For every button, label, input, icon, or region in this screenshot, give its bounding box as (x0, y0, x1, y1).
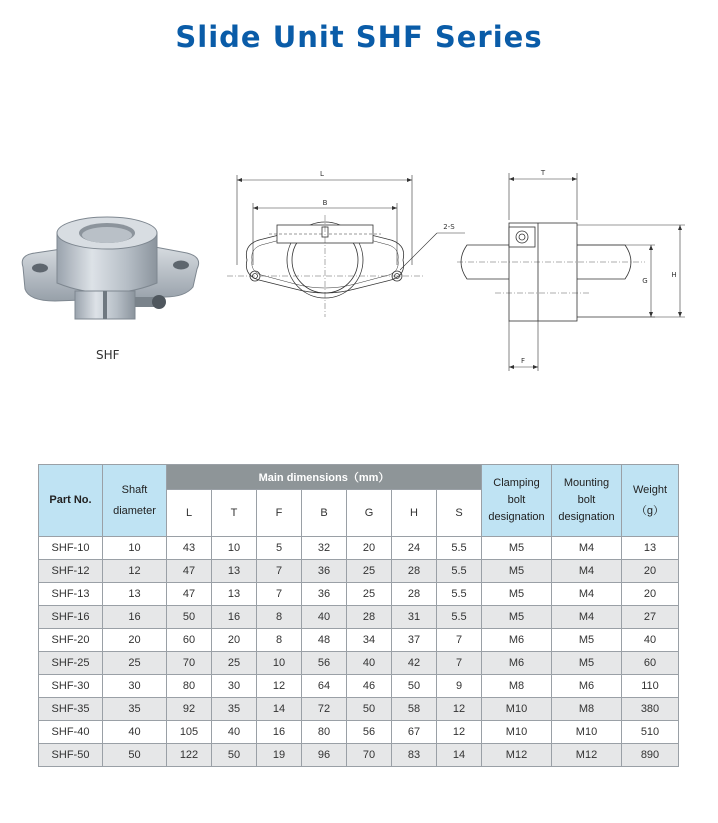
table-cell: M5 (552, 629, 622, 652)
table-cell: 40 (103, 721, 167, 744)
table-cell: 14 (437, 744, 482, 767)
table-cell: 20 (622, 560, 679, 583)
table-cell: M4 (552, 583, 622, 606)
table-cell: SHF-35 (39, 698, 103, 721)
table-cell: 43 (167, 537, 212, 560)
table-cell: SHF-16 (39, 606, 103, 629)
header-mounting-line3: designation (558, 511, 615, 523)
dim-B-label: B (322, 199, 328, 207)
header-weight (622, 465, 679, 537)
table-cell: 35 (212, 698, 257, 721)
table-cell: 60 (167, 629, 212, 652)
table-cell: 12 (437, 698, 482, 721)
table-cell: 27 (622, 606, 679, 629)
table-cell: 72 (302, 698, 347, 721)
table-cell: 60 (622, 652, 679, 675)
header-clamping-line3: designation (488, 511, 545, 523)
table-cell: 7 (257, 583, 302, 606)
table-row (39, 744, 679, 767)
table-cell: 105 (167, 721, 212, 744)
table-cell: 10 (212, 537, 257, 560)
table-cell: 380 (622, 698, 679, 721)
table-cell: 80 (167, 675, 212, 698)
table-cell: 14 (257, 698, 302, 721)
table-cell: 37 (392, 629, 437, 652)
table-cell: 8 (257, 629, 302, 652)
table-cell: 40 (302, 606, 347, 629)
header-dim-H: H (392, 490, 437, 537)
table-cell: M6 (482, 652, 552, 675)
table-row (39, 606, 679, 629)
table-cell: 7 (257, 560, 302, 583)
table-cell: 40 (212, 721, 257, 744)
table-cell: 47 (167, 583, 212, 606)
table-cell: 25 (347, 560, 392, 583)
table-cell: SHF-50 (39, 744, 103, 767)
table-cell: 890 (622, 744, 679, 767)
table-cell: 35 (103, 698, 167, 721)
table-cell: M4 (552, 606, 622, 629)
table-cell: SHF-30 (39, 675, 103, 698)
table-cell: 20 (622, 583, 679, 606)
table-cell: 5.5 (437, 606, 482, 629)
dim-L-label: L (320, 170, 324, 178)
table-cell: 46 (347, 675, 392, 698)
table-cell: 31 (392, 606, 437, 629)
table-cell: 50 (167, 606, 212, 629)
table-cell: 25 (212, 652, 257, 675)
table-cell: M6 (552, 675, 622, 698)
table-cell: 36 (302, 560, 347, 583)
dim-H-label: H (671, 271, 677, 279)
header-dim-F: F (257, 490, 302, 537)
table-cell: 96 (302, 744, 347, 767)
table-cell: 32 (302, 537, 347, 560)
table-row (39, 675, 679, 698)
header-dim-G: G (347, 490, 392, 537)
table-cell: 50 (347, 698, 392, 721)
table-cell: M4 (552, 560, 622, 583)
table-cell: 20 (212, 629, 257, 652)
table-cell: 70 (167, 652, 212, 675)
table-row (39, 583, 679, 606)
header-main-dimensions: Main dimensions（mm） (167, 465, 482, 490)
table-cell: 25 (103, 652, 167, 675)
table-cell: M10 (482, 721, 552, 744)
table-cell: M10 (482, 698, 552, 721)
header-dim-B: B (302, 490, 347, 537)
product-photo (15, 205, 205, 325)
header-dim-L: L (167, 490, 212, 537)
table-cell: 47 (167, 560, 212, 583)
header-clamping-line2: bolt (507, 494, 526, 506)
table-cell: 36 (302, 583, 347, 606)
table-row (39, 629, 679, 652)
dim-T-label: T (540, 169, 546, 177)
table-cell: M5 (552, 652, 622, 675)
table-cell: 5.5 (437, 537, 482, 560)
table-cell: 92 (167, 698, 212, 721)
table-cell: 12 (257, 675, 302, 698)
table-cell: M8 (482, 675, 552, 698)
table-cell: M10 (552, 721, 622, 744)
table-cell: 56 (347, 721, 392, 744)
header-part-no: Part No. (39, 465, 103, 537)
table-cell: 12 (437, 721, 482, 744)
table-cell: 110 (622, 675, 679, 698)
table-cell: 30 (212, 675, 257, 698)
table-cell: 50 (212, 744, 257, 767)
header-clamping-bolt (482, 465, 552, 537)
table-cell: 56 (302, 652, 347, 675)
table-cell: 5.5 (437, 560, 482, 583)
table-cell: 30 (103, 675, 167, 698)
table-row (39, 721, 679, 744)
header-shaft-line1: Shaft (121, 483, 148, 496)
table-cell: 9 (437, 675, 482, 698)
table-cell: 50 (103, 744, 167, 767)
table-cell: 40 (622, 629, 679, 652)
table-cell: 16 (103, 606, 167, 629)
table-cell: M5 (482, 537, 552, 560)
table-cell: 5.5 (437, 583, 482, 606)
table-cell: M8 (552, 698, 622, 721)
header-weight-line2: （g） (635, 504, 665, 517)
table-cell: 20 (103, 629, 167, 652)
table-cell: M4 (552, 537, 622, 560)
table-cell: M6 (482, 629, 552, 652)
table-cell: 16 (257, 721, 302, 744)
table-cell: 28 (347, 606, 392, 629)
table-cell: SHF-13 (39, 583, 103, 606)
table-cell: 19 (257, 744, 302, 767)
table-cell: 25 (347, 583, 392, 606)
table-cell: 13 (622, 537, 679, 560)
technical-drawing (225, 165, 695, 380)
table-row (39, 652, 679, 675)
table-cell: 28 (392, 560, 437, 583)
header-mounting-bolt (552, 465, 622, 537)
table-cell: SHF-12 (39, 560, 103, 583)
dim-G-label: G (642, 277, 648, 285)
table-cell: 70 (347, 744, 392, 767)
table-cell: 48 (302, 629, 347, 652)
table-cell: 16 (212, 606, 257, 629)
spec-table (38, 464, 679, 767)
table-cell: 7 (437, 629, 482, 652)
table-cell: 7 (437, 652, 482, 675)
table-cell: 122 (167, 744, 212, 767)
header-mounting-line1: Mounting (563, 477, 610, 489)
table-cell: 20 (347, 537, 392, 560)
table-row (39, 698, 679, 721)
table-cell: 10 (103, 537, 167, 560)
table-row (39, 537, 679, 560)
table-cell: 13 (212, 560, 257, 583)
table-cell: 67 (392, 721, 437, 744)
table-cell: 40 (347, 652, 392, 675)
header-weight-line1: Weight (632, 483, 668, 496)
table-cell: M5 (482, 583, 552, 606)
front-view (227, 170, 465, 317)
table-row (39, 560, 679, 583)
product-label: SHF (96, 348, 120, 362)
page-title: Slide Unit SHF Series (175, 20, 543, 54)
table-cell: 28 (392, 583, 437, 606)
side-view (457, 169, 685, 371)
table-cell: 10 (257, 652, 302, 675)
table-cell: 64 (302, 675, 347, 698)
table-cell: 42 (392, 652, 437, 675)
table-cell: 83 (392, 744, 437, 767)
table-cell: SHF-10 (39, 537, 103, 560)
table-cell: M12 (552, 744, 622, 767)
header-dim-T: T (212, 490, 257, 537)
table-cell: 12 (103, 560, 167, 583)
table-cell: 58 (392, 698, 437, 721)
table-cell: 13 (103, 583, 167, 606)
table-cell: 80 (302, 721, 347, 744)
table-cell: 34 (347, 629, 392, 652)
table-cell: M5 (482, 560, 552, 583)
table-cell: SHF-25 (39, 652, 103, 675)
header-dim-S: S (437, 490, 482, 537)
table-cell: 5 (257, 537, 302, 560)
table-cell: 510 (622, 721, 679, 744)
hole-label: 2-S (443, 223, 455, 231)
table-cell: 24 (392, 537, 437, 560)
dim-F-label: F (520, 357, 526, 365)
table-cell: 13 (212, 583, 257, 606)
table-cell: M5 (482, 606, 552, 629)
table-cell: 50 (392, 675, 437, 698)
header-mounting-line2: bolt (577, 494, 596, 506)
table-cell: 8 (257, 606, 302, 629)
header-clamping-line1: Clamping (493, 477, 540, 489)
table-cell: SHF-20 (39, 629, 103, 652)
table-cell: M12 (482, 744, 552, 767)
spec-table-body (39, 537, 679, 767)
table-cell: SHF-40 (39, 721, 103, 744)
header-shaft-diameter (103, 465, 167, 537)
header-shaft-line2: diameter (113, 504, 156, 517)
